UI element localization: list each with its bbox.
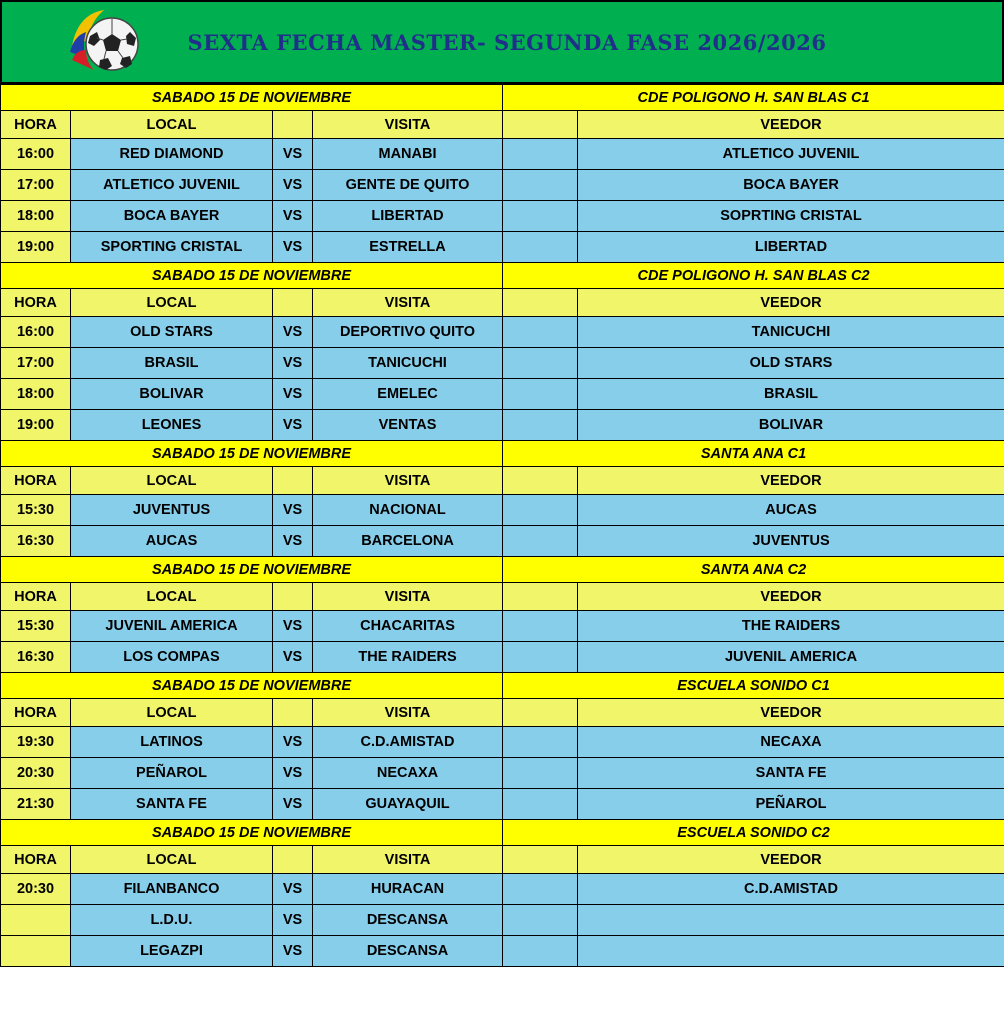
match-vs: VS <box>273 410 313 441</box>
match-row <box>1 874 1004 905</box>
match-local-team: BRASIL <box>71 348 273 379</box>
match-visiting-team: DESCANSA <box>313 936 503 967</box>
section-date: SABADO 15 DE NOVIEMBRE <box>1 673 503 699</box>
match-visiting-team: GUAYAQUIL <box>313 789 503 820</box>
match-spacer <box>503 611 578 642</box>
section-header-row <box>1 263 1004 289</box>
match-vs: VS <box>273 758 313 789</box>
match-veedor: BRASIL <box>578 379 1004 410</box>
match-veedor <box>578 936 1004 967</box>
section-date: SABADO 15 DE NOVIEMBRE <box>1 441 503 467</box>
match-veedor: SOPRTING CRISTAL <box>578 201 1004 232</box>
match-vs: VS <box>273 727 313 758</box>
column-header-hora: HORA <box>1 583 71 611</box>
match-row <box>1 348 1004 379</box>
match-visiting-team: THE RAIDERS <box>313 642 503 673</box>
column-header-spacer <box>503 583 578 611</box>
match-veedor: LIBERTAD <box>578 232 1004 263</box>
match-vs: VS <box>273 789 313 820</box>
column-header-visita: VISITA <box>313 699 503 727</box>
match-veedor: OLD STARS <box>578 348 1004 379</box>
column-header-spacer <box>273 111 313 139</box>
match-veedor: C.D.AMISTAD <box>578 874 1004 905</box>
match-local-team: BOLIVAR <box>71 379 273 410</box>
section-header-row <box>1 441 1004 467</box>
match-local-team: BOCA BAYER <box>71 201 273 232</box>
column-header-local: LOCAL <box>71 467 273 495</box>
match-vs: VS <box>273 936 313 967</box>
column-header-spacer <box>273 467 313 495</box>
section-venue: ESCUELA SONIDO C2 <box>503 820 1004 846</box>
match-visiting-team: VENTAS <box>313 410 503 441</box>
match-local-team: SANTA FE <box>71 789 273 820</box>
match-local-team: ATLETICO JUVENIL <box>71 170 273 201</box>
match-time: 16:00 <box>1 139 71 170</box>
match-row <box>1 201 1004 232</box>
match-visiting-team: NECAXA <box>313 758 503 789</box>
column-header-hora: HORA <box>1 467 71 495</box>
match-veedor: NECAXA <box>578 727 1004 758</box>
column-header-row <box>1 583 1004 611</box>
schedule-table <box>0 84 1004 967</box>
column-header-row <box>1 846 1004 874</box>
column-header-veedor: VEEDOR <box>578 583 1004 611</box>
column-header-spacer <box>503 699 578 727</box>
title-banner <box>0 0 1004 84</box>
match-visiting-team: TANICUCHI <box>313 348 503 379</box>
match-time: 17:00 <box>1 348 71 379</box>
section-venue: ESCUELA SONIDO C1 <box>503 673 1004 699</box>
column-header-local: LOCAL <box>71 699 273 727</box>
match-time: 15:30 <box>1 495 71 526</box>
match-time: 19:00 <box>1 232 71 263</box>
section-date: SABADO 15 DE NOVIEMBRE <box>1 557 503 583</box>
match-visiting-team: HURACAN <box>313 874 503 905</box>
match-spacer <box>503 170 578 201</box>
match-local-team: LOS COMPAS <box>71 642 273 673</box>
match-local-team: FILANBANCO <box>71 874 273 905</box>
column-header-hora: HORA <box>1 846 71 874</box>
match-vs: VS <box>273 642 313 673</box>
match-vs: VS <box>273 905 313 936</box>
match-local-team: PEÑAROL <box>71 758 273 789</box>
match-visiting-team: DEPORTIVO QUITO <box>313 317 503 348</box>
match-spacer <box>503 348 578 379</box>
match-time: 15:30 <box>1 611 71 642</box>
match-row <box>1 495 1004 526</box>
match-veedor: TANICUCHI <box>578 317 1004 348</box>
match-time: 16:30 <box>1 642 71 673</box>
match-visiting-team: MANABI <box>313 139 503 170</box>
column-header-spacer <box>503 289 578 317</box>
column-header-spacer <box>503 111 578 139</box>
section-header-row <box>1 557 1004 583</box>
page-title: SEXTA FECHA MASTER- SEGUNDA FASE 2026/2026 <box>187 30 827 55</box>
match-spacer <box>503 727 578 758</box>
column-header-visita: VISITA <box>313 583 503 611</box>
column-header-local: LOCAL <box>71 846 273 874</box>
column-header-row <box>1 467 1004 495</box>
match-veedor: THE RAIDERS <box>578 611 1004 642</box>
match-visiting-team: ESTRELLA <box>313 232 503 263</box>
section-header-row <box>1 820 1004 846</box>
match-visiting-team: GENTE DE QUITO <box>313 170 503 201</box>
match-local-team: L.D.U. <box>71 905 273 936</box>
column-header-local: LOCAL <box>71 583 273 611</box>
match-vs: VS <box>273 170 313 201</box>
section-venue: SANTA ANA C2 <box>503 557 1004 583</box>
match-spacer <box>503 789 578 820</box>
match-visiting-team: DESCANSA <box>313 905 503 936</box>
match-vs: VS <box>273 495 313 526</box>
match-spacer <box>503 317 578 348</box>
match-row <box>1 936 1004 967</box>
match-spacer <box>503 232 578 263</box>
match-spacer <box>503 758 578 789</box>
match-vs: VS <box>273 379 313 410</box>
match-row <box>1 232 1004 263</box>
match-local-team: AUCAS <box>71 526 273 557</box>
match-vs: VS <box>273 348 313 379</box>
match-spacer <box>503 874 578 905</box>
match-row <box>1 727 1004 758</box>
section-venue: CDE POLIGONO H. SAN BLAS C2 <box>503 263 1004 289</box>
match-veedor: AUCAS <box>578 495 1004 526</box>
match-vs: VS <box>273 232 313 263</box>
match-visiting-team: EMELEC <box>313 379 503 410</box>
match-veedor: SANTA FE <box>578 758 1004 789</box>
match-row <box>1 611 1004 642</box>
match-spacer <box>503 642 578 673</box>
match-row <box>1 139 1004 170</box>
column-header-visita: VISITA <box>313 846 503 874</box>
column-header-spacer <box>273 583 313 611</box>
match-vs: VS <box>273 874 313 905</box>
section-venue: CDE POLIGONO H. SAN BLAS C1 <box>503 85 1004 111</box>
column-header-visita: VISITA <box>313 289 503 317</box>
match-visiting-team: CHACARITAS <box>313 611 503 642</box>
section-date: SABADO 15 DE NOVIEMBRE <box>1 820 503 846</box>
match-spacer <box>503 379 578 410</box>
match-row <box>1 170 1004 201</box>
match-veedor: ATLETICO JUVENIL <box>578 139 1004 170</box>
match-local-team: OLD STARS <box>71 317 273 348</box>
match-time: 21:30 <box>1 789 71 820</box>
column-header-spacer <box>503 846 578 874</box>
section-date: SABADO 15 DE NOVIEMBRE <box>1 85 503 111</box>
match-vs: VS <box>273 201 313 232</box>
match-local-team: LEONES <box>71 410 273 441</box>
section-venue: SANTA ANA C1 <box>503 441 1004 467</box>
match-local-team: LATINOS <box>71 727 273 758</box>
match-time: 19:00 <box>1 410 71 441</box>
match-spacer <box>503 410 578 441</box>
match-local-team: SPORTING CRISTAL <box>71 232 273 263</box>
column-header-spacer <box>503 467 578 495</box>
match-local-team: JUVENIL AMERICA <box>71 611 273 642</box>
column-header-row <box>1 111 1004 139</box>
match-spacer <box>503 936 578 967</box>
column-header-veedor: VEEDOR <box>578 846 1004 874</box>
match-local-team: JUVENTUS <box>71 495 273 526</box>
match-veedor: JUVENTUS <box>578 526 1004 557</box>
match-spacer <box>503 905 578 936</box>
match-veedor: JUVENIL AMERICA <box>578 642 1004 673</box>
match-veedor <box>578 905 1004 936</box>
column-header-visita: VISITA <box>313 467 503 495</box>
match-row <box>1 317 1004 348</box>
match-row <box>1 379 1004 410</box>
match-row <box>1 758 1004 789</box>
column-header-spacer <box>273 699 313 727</box>
column-header-hora: HORA <box>1 289 71 317</box>
match-row <box>1 526 1004 557</box>
match-time <box>1 936 71 967</box>
match-visiting-team: C.D.AMISTAD <box>313 727 503 758</box>
match-time: 18:00 <box>1 379 71 410</box>
column-header-row <box>1 699 1004 727</box>
column-header-veedor: VEEDOR <box>578 289 1004 317</box>
match-time: 16:30 <box>1 526 71 557</box>
match-time: 16:00 <box>1 317 71 348</box>
match-visiting-team: BARCELONA <box>313 526 503 557</box>
match-spacer <box>503 495 578 526</box>
match-row <box>1 410 1004 441</box>
match-visiting-team: LIBERTAD <box>313 201 503 232</box>
column-header-veedor: VEEDOR <box>578 699 1004 727</box>
section-header-row <box>1 673 1004 699</box>
column-header-veedor: VEEDOR <box>578 111 1004 139</box>
match-time <box>1 905 71 936</box>
match-vs: VS <box>273 139 313 170</box>
match-row <box>1 905 1004 936</box>
column-header-hora: HORA <box>1 111 71 139</box>
column-header-visita: VISITA <box>313 111 503 139</box>
column-header-spacer <box>273 846 313 874</box>
match-spacer <box>503 139 578 170</box>
match-time: 18:00 <box>1 201 71 232</box>
column-header-hora: HORA <box>1 699 71 727</box>
match-time: 17:00 <box>1 170 71 201</box>
match-local-team: RED DIAMOND <box>71 139 273 170</box>
match-vs: VS <box>273 611 313 642</box>
match-veedor: PEÑAROL <box>578 789 1004 820</box>
match-veedor: BOLIVAR <box>578 410 1004 441</box>
match-row <box>1 789 1004 820</box>
match-time: 19:30 <box>1 727 71 758</box>
match-vs: VS <box>273 317 313 348</box>
section-date: SABADO 15 DE NOVIEMBRE <box>1 263 503 289</box>
column-header-local: LOCAL <box>71 289 273 317</box>
match-time: 20:30 <box>1 874 71 905</box>
match-vs: VS <box>273 526 313 557</box>
column-header-spacer <box>273 289 313 317</box>
match-visiting-team: NACIONAL <box>313 495 503 526</box>
match-row <box>1 642 1004 673</box>
section-header-row <box>1 85 1004 111</box>
column-header-row <box>1 289 1004 317</box>
column-header-local: LOCAL <box>71 111 273 139</box>
match-time: 20:30 <box>1 758 71 789</box>
match-veedor: BOCA BAYER <box>578 170 1004 201</box>
match-local-team: LEGAZPI <box>71 936 273 967</box>
match-spacer <box>503 526 578 557</box>
match-spacer <box>503 201 578 232</box>
column-header-veedor: VEEDOR <box>578 467 1004 495</box>
